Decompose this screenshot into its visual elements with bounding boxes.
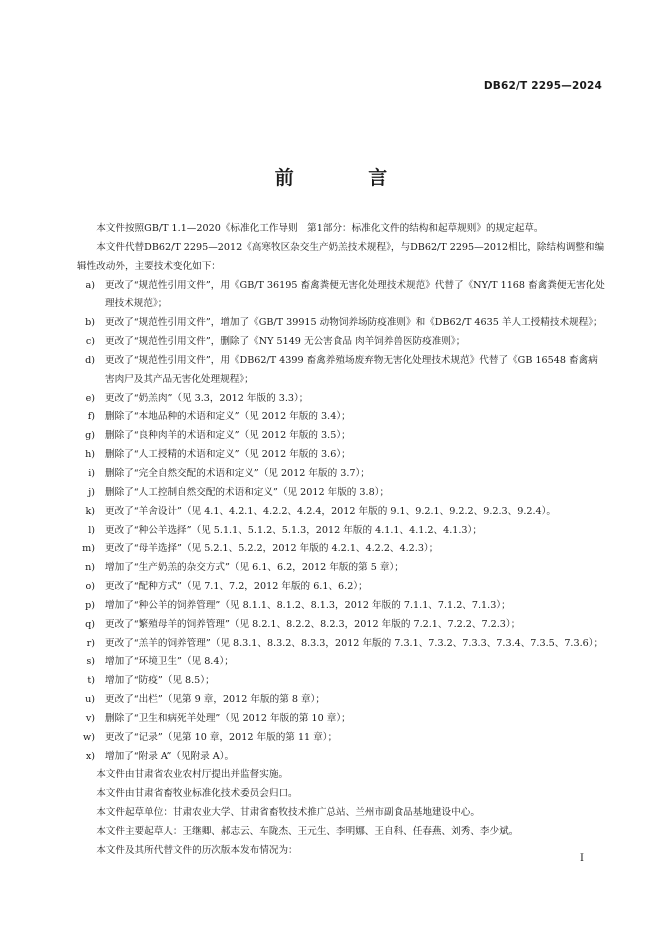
change-item-text: 增加了“种公羊的饲养管理”（见 8.1.1、8.1.2、8.1.3，2012 年版的 7.1.1、7.1.2、7.1.3）； [105,599,511,611]
change-item-text: 更改了“种公羊选择”（见 5.1.1、5.1.2、5.1.3，2012 年版的 4.1.1、4.1.2、4.1.3）； [105,524,482,536]
change-item [77,578,607,597]
change-item [77,314,607,333]
change-item [77,653,607,672]
change-item-text: 更改了“出栏”（见第 9 章，2012 年版的第 8 章）； [105,694,325,706]
change-item-text: 增加了“附录 A”（见附录 A）。 [105,750,235,762]
change-item [77,446,607,465]
change-item-label: q) [85,618,95,630]
closing-paragraph: 本文件主要起草人：王继卿、郝志云、车陇杰、王元生、李明娜、王自科、任春燕、刘秀、李少斌。 [96,826,519,837]
change-item [77,691,607,710]
change-item-text: 更改了“繁殖母羊的饲养管理”（见 8.2.1、8.2.2、8.2.3，2012 年版的 7.2.1、7.2.2、7.2.3）； [105,618,521,630]
change-item [77,352,607,390]
change-item [77,277,607,315]
change-item-label: e) [85,392,95,404]
change-item [77,710,607,729]
change-item-text: 更改了“规范性引用文件”，用《GB/T 36195 畜禽粪便无害化处理技术规范》代替了《NY/T 1168 畜禽粪便无害化处理技术规范》； [105,279,605,310]
change-item-label: g) [85,430,95,442]
change-item-label: u) [85,694,95,706]
change-item [77,427,607,446]
change-item [77,503,607,522]
document-body [77,220,607,861]
change-item-label: v) [85,712,95,724]
change-item [77,408,607,427]
change-item-text: 增加了“防疫”（见 8.5）； [105,675,215,687]
change-item-label: c) [85,336,95,348]
change-item-text: 删除了“完全自然交配的术语和定义”（见 2012 年版的 3.7）； [105,467,370,479]
change-item-label: w) [83,731,95,743]
change-item [77,559,607,578]
document-code: DB62/T 2295—2024 [483,80,602,92]
change-item-label: m) [82,543,95,555]
closing-paragraph: 本文件由甘肃省畜牧业标准化技术委员会归口。 [96,788,298,800]
change-item-text: 删除了“本地品种的术语和定义”（见 2012 年版的 3.4）； [105,411,351,423]
closing-paragraph: 本文件及其所代替文件的历次版本发布情况为： [96,844,298,856]
change-item-text: 更改了“记录”（见第 10 章，2012 年版的第 11 章）； [105,731,338,743]
change-item-label: k) [85,505,95,517]
change-item-label: s) [86,656,95,668]
change-item-text: 更改了“奶羔肉”（见 3.3，2012 年版的 3.3）； [105,392,309,404]
change-item-text: 更改了“规范性引用文件”，删除了《NY 5149 无公害食品 肉羊饲养兽医防疫准则》； [105,336,466,348]
change-item-label: n) [85,562,95,574]
change-item-label: p) [85,599,95,611]
change-item-label: t) [87,675,95,687]
closing-section [77,766,607,860]
change-item [77,390,607,409]
intro-paragraph: 本文件按照GB/T 1.1—2020《标准化工作导则 第1部分：标准化文件的结构和起草规则》的规定起草。 [96,223,544,234]
intro-section [77,220,607,277]
change-item-label: d) [85,354,95,366]
change-item-label: r) [86,637,95,649]
change-item-text: 增加了“生产奶羔的杂交方式”（见 6.1、6.2，2012 年版的第 5 章）； [105,562,404,574]
change-item-label: l) [88,524,95,536]
change-item-text: 更改了“羊舍设计”（见 4.1、4.2.1、4.2.2、4.2.4，2012 年版的 9.1、9.2.1、9.2.2、9.2.3、9.2.4）。 [105,505,557,517]
change-item-text: 增加了“环境卫生”（见 8.4）； [105,656,234,668]
change-item-label: x) [85,750,95,762]
change-item-text: 删除了“卫生和病死羊处理”（见 2012 年版的第 10 章）； [105,712,351,724]
change-item-label: o) [85,581,95,593]
change-item-text: 更改了“母羊选择”（见 5.2.1、5.2.2，2012 年版的 4.2.1、4.2.2、4.2.3）； [105,543,439,555]
change-item-label: i) [88,467,95,479]
change-item [77,465,607,484]
change-item-text: 删除了“人工控制自然交配的术语和定义”（见 2012 年版的 3.8）； [105,486,390,498]
change-item [77,540,607,559]
change-item-label: f) [87,411,95,423]
change-item [77,484,607,503]
change-item-label: h) [85,449,95,461]
change-item-text: 更改了“配种方式”（见 7.1、7.2，2012 年版的 6.1、6.2）； [105,581,368,593]
closing-paragraph: 本文件起草单位：甘肃农业大学、甘肃省畜牧技术推广总站、兰州市副食品基地建设中心。 [96,807,480,819]
page-number: I [580,853,584,864]
page-title: 前 言 [274,167,422,189]
change-item [77,522,607,541]
change-item-text: 更改了“规范性引用文件”，增加了《GB/T 39915 动物饲养场防疫准则》和《DB62/T 4635 羊人工授精技术规程》； [105,317,603,329]
change-item-text: 更改了“羔羊的饲养管理”（见 8.3.1、8.3.2、8.3.3，2012 年版的 7.3.1、7.3.2、7.3.3、7.3.4、7.3.5、7.3.6）； [105,637,604,649]
change-item [77,729,607,748]
changes-list [77,277,607,767]
change-item [77,635,607,654]
change-item [77,616,607,635]
change-item-text: 删除了“良种肉羊的术语和定义”（见 2012 年版的 3.5）； [105,430,351,442]
change-item-label: b) [85,317,95,329]
change-item-label: j) [88,486,95,498]
change-item [77,597,607,616]
change-item [77,333,607,352]
intro-paragraph: 本文件代替DB62/T 2295—2012《高寒牧区杂交生产奶羔技术规程》，与DB62/T 2295—2012相比，除结构调整和编辑性改动外，主要技术变化如下： [77,241,605,272]
change-item-text: 更改了“规范性引用文件”，用《DB62/T 4399 畜禽养殖场废弃物无害化处理技术规范》代替了《GB 16548 畜禽病害肉尸及其产品无害化处理规程》； [105,354,598,385]
change-item [77,748,607,767]
closing-paragraph: 本文件由甘肃省农业农村厅提出并监督实施。 [96,769,289,781]
change-item-text: 删除了“人工授精的术语和定义”（见 2012 年版的 3.6）； [105,449,351,461]
change-item-label: a) [85,279,95,291]
change-item [77,672,607,691]
